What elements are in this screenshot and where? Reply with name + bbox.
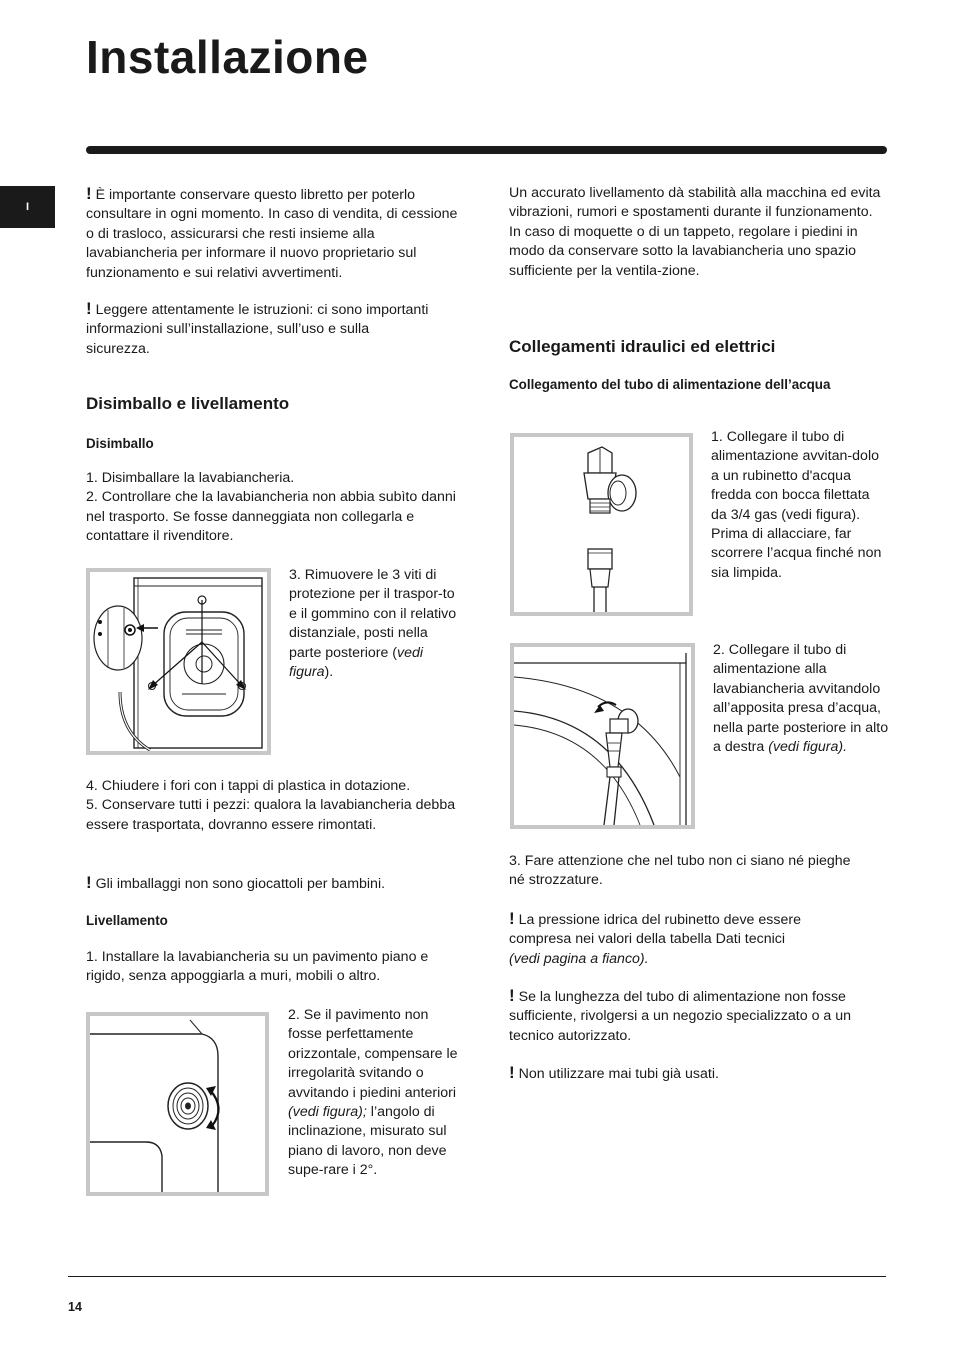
page-number: 14 (68, 1300, 82, 1314)
unpack-step-1: 1. Disimballare la lavabiancheria. (86, 470, 295, 486)
warning-used-hoses: ! Non utilizzare mai tubi già usati. (509, 1063, 719, 1082)
exclamation-icon: ! (509, 1063, 515, 1082)
unpack-step-4: 4. Chiudere i fori con i tappi di plastica in dotazione. (86, 778, 411, 794)
leveling-intro: Un accurato livellamento dà stabilità alla macchina ed evita vibrazioni, rumori e spostamenti durante il funzionamento. In caso di moquette o di un tappeto, regolare i piedini in modo da conservare sotto la lavabiancheria uno spazio sufficiente per la ventila-zione. (509, 185, 881, 279)
figure-leveling-foot (86, 1012, 269, 1196)
warning-water-pressure: ! La pressione idrica del rubinetto deve essere compresa nei valori della tabella Dati tecnici (vedi pagina a fianco). (509, 909, 801, 967)
exclamation-icon: ! (509, 909, 515, 928)
section-heading-connections: Collegamenti idraulici ed elettrici (509, 337, 776, 356)
language-tab: I (0, 186, 55, 228)
unpack-steps-4-5 (86, 777, 462, 835)
machine-inlet-illustration (514, 647, 691, 825)
title-rule (86, 146, 887, 154)
warning-read-instructions: ! Leggere attentamente le istruzioni: ci sono importanti informazioni sull’installazione, sull’uso e sulla sicurezza. (86, 299, 429, 357)
washer-foot-illustration (90, 1016, 265, 1192)
see-page-ref: (vedi pagina a fianco). (509, 950, 649, 967)
exclamation-icon: ! (86, 184, 92, 203)
subheading-water-hose: Collegamento del tubo di alimentazione dell’acqua (509, 377, 831, 392)
exclamation-icon: ! (509, 986, 515, 1005)
see-figure-ref: vedi figura (289, 644, 424, 681)
figure-machine-inlet (510, 643, 695, 829)
page-title: Installazione (86, 31, 369, 83)
see-figure-ref: (vedi figura). (768, 739, 848, 756)
connection-step-2: 2. Collegare il tubo di alimentazione alla lavabiancheria avvitandolo all’apposita presa d’acqua, nella parte posteriore in alto a destra (vedi figura). (713, 642, 889, 756)
unpack-step-2: 2. Controllare che la lavabiancheria non abbia subìto danni nel trasporto. Se fosse danneggiata non collegarla e contattare il rivenditore. (86, 489, 456, 545)
see-figure-ref: (vedi figura); (288, 1104, 367, 1121)
warning-hose-length: ! Se la lunghezza del tubo di alimentazione non fosse sufficiente, rivolgersi a un negozio specializzato o a un tecnico autorizzato. (509, 986, 852, 1044)
subheading-unpacking: Disimballo (86, 436, 154, 451)
section-heading-unpacking: Disimballo e livellamento (86, 394, 290, 413)
connection-step-1: 1. Collegare il tubo di alimentazione avvitan-dolo a un rubinetto d'acqua fredda con bocca filettata da 3/4 gas (vedi figura). Prima di allacciare, far scorrere l’acqua finché non sia limpida. (711, 429, 882, 581)
unpack-step-5: 5. Conservare tutti i pezzi: qualora la lavabiancheria debba essere trasportata, dovranno essere rimontati. (86, 797, 456, 833)
unpack-step-3: 3. Rimuovere le 3 viti di protezione per il traspor-to e il gommino con il relativo distanziale, posti nella parte posteriore (vedi figura). (289, 567, 457, 681)
unpack-steps (86, 469, 462, 547)
exclamation-icon: ! (86, 873, 92, 892)
warning-packaging: ! Gli imballaggi non sono giocattoli per bambini. (86, 873, 386, 892)
connection-step-3: 3. Fare attenzione che nel tubo non ci siano né pieghe né strozzature. (509, 853, 851, 889)
washer-rear-illustration (90, 572, 267, 751)
level-step-2: 2. Se il pavimento non fosse perfettamente orizzontale, compensare le irregolarità svitando o avvitando i piedini anteriori (vedi figura); l’angolo di inclinazione, misurato sul piano di lavoro, non deve supe-rare i 2°. (288, 1007, 458, 1179)
exclamation-icon: ! (86, 299, 92, 318)
subheading-leveling: Livellamento (86, 913, 168, 928)
figure-tap-connection (510, 433, 693, 616)
figure-rear-screws (86, 568, 271, 755)
tap-hose-illustration (514, 437, 689, 612)
warning-keep-manual: ! È importante conservare questo libretto per poterlo consultare in ogni momento. In caso di vendita, di cessione o di trasloco, assicurarsi che resti insieme alla lavabiancheria per informare il nuovo proprietario sul funzionamento e sui relativi avvertimenti. (86, 184, 458, 281)
footer-rule (68, 1276, 886, 1277)
level-step-1: 1. Installare la lavabiancheria su un pavimento piano e rigido, senza appoggiarla a muri, mobili o altro. (86, 949, 429, 985)
